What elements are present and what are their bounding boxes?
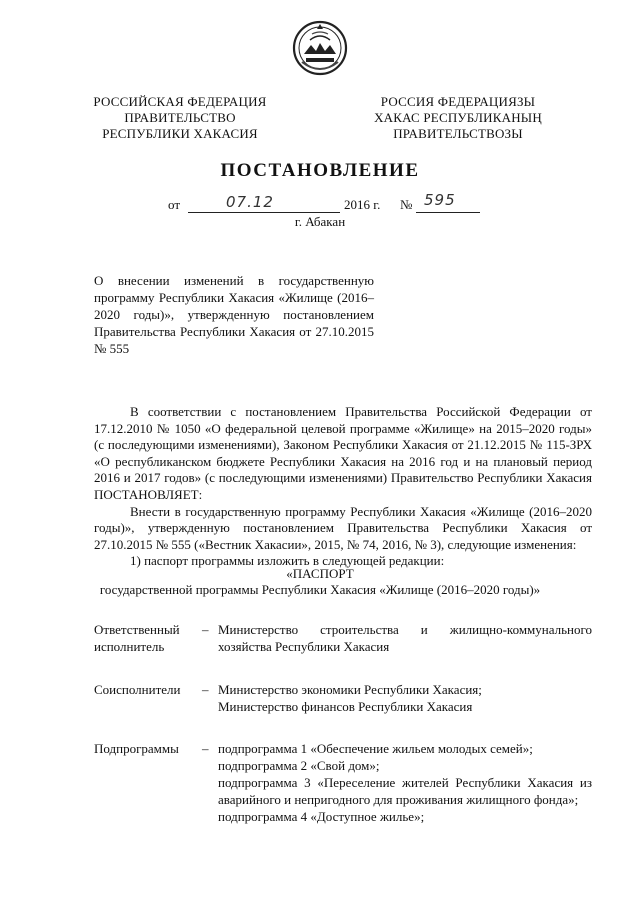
row-value <box>218 621 592 655</box>
city-line: г. Абакан <box>294 214 346 229</box>
header-left-line: РЕСПУБЛИКИ ХАКАСИЯ <box>102 126 258 141</box>
passport-subheading: государственной программы Республики Хакасия «Жилище (2016–2020 годы)» <box>99 582 541 597</box>
body-paragraph: Внести в государственную программу Республики Хакасия «Жилище (2016–2020 годы)», утвержденную постановлением Правительства Республики Хакасия от 27.10.2015 № 555 («Вестник Хакасии», 2015, № 74, 2016, № 3), следующие изменения: <box>94 503 592 552</box>
document-title: ПОСТАНОВЛЕНИЕ <box>220 160 420 181</box>
date-number-line <box>0 191 640 216</box>
header-right-line: ХАКАС РЕСПУБЛИКАНЫҢ <box>374 110 542 125</box>
header-left-line: ПРАВИТЕЛЬСТВО <box>124 110 236 125</box>
date-underline <box>188 212 340 213</box>
row-label: Ответственный исполнитель <box>94 622 180 654</box>
passport-heading: «ПАСПОРТ <box>286 566 354 581</box>
row-value-line: подпрограмма 1 «Обеспечение жильем молодых семей»; <box>218 741 533 756</box>
header-left-line: РОССИЙСКАЯ ФЕДЕРАЦИЯ <box>93 94 267 109</box>
row-value-line: подпрограмма 4 «Доступное жилье»; <box>218 809 425 824</box>
header-right-block <box>358 94 558 142</box>
row-dash: – <box>202 622 209 637</box>
body-paragraph: 1) паспорт программы изложить в следующей редакции: <box>130 553 445 569</box>
number-label: № <box>400 197 413 212</box>
row-label: Соисполнители <box>94 682 181 697</box>
row-value <box>218 681 592 715</box>
row-value-line: Министерство строительства и жилищно-коммунального хозяйства Республики Хакасия <box>218 622 592 654</box>
row-value-line: Министерство экономики Республики Хакасия; <box>218 682 482 697</box>
row-value-line: Министерство финансов Республики Хакасия <box>218 699 473 714</box>
header-left-block <box>80 94 280 142</box>
row-value-line: подпрограмма 3 «Переселение жителей Республики Хакасия из аварийного и непригодного для проживания жилищного фонда»; <box>218 775 592 807</box>
body-text <box>94 404 592 570</box>
header-right-line: РОССИЯ ФЕДЕРАЦИЯЗЫ <box>380 94 536 109</box>
number-underline <box>416 212 480 213</box>
date-prefix: от <box>168 197 181 212</box>
header-right-line: ПРАВИТЕЛЬСТВОЗЫ <box>393 126 523 141</box>
row-label: Подпрограммы <box>94 741 179 756</box>
subject-block: О внесении изменений в государственную программу Республики Хакасия «Жилище (2016–2020 годы)», утвержденную постановлением Правительства Республики Хакасия от 27.10.2015 № 555 <box>94 273 374 356</box>
body-paragraph: В соответствии с постановлением Правительства Российской Федерации от 17.12.2010 № 1050 «О федеральной целевой программе «Жилище» на 2015–2020 годы» (с последующими изменениями), Законом Республики Хакасия от 21.12.2015 № 115-ЗРХ «О республиканском бюджете Республики Хакасия на 2016 год и на плановый период 2016 и 2017 годов» (с последующими изменениями) Правительство Республики Хакасия ПОСТАНОВЛЯЕТ: <box>94 404 592 502</box>
coat-of-arms-emblem-icon <box>292 18 348 78</box>
row-value <box>218 740 592 825</box>
row-dash: – <box>202 741 209 756</box>
row-dash: – <box>202 682 209 697</box>
year-label: 2016 г. <box>344 197 381 212</box>
handwritten-number: 595 <box>424 191 456 209</box>
handwritten-date: 07.12 <box>226 193 274 211</box>
row-value-line: подпрограмма 2 «Свой дом»; <box>218 758 380 773</box>
